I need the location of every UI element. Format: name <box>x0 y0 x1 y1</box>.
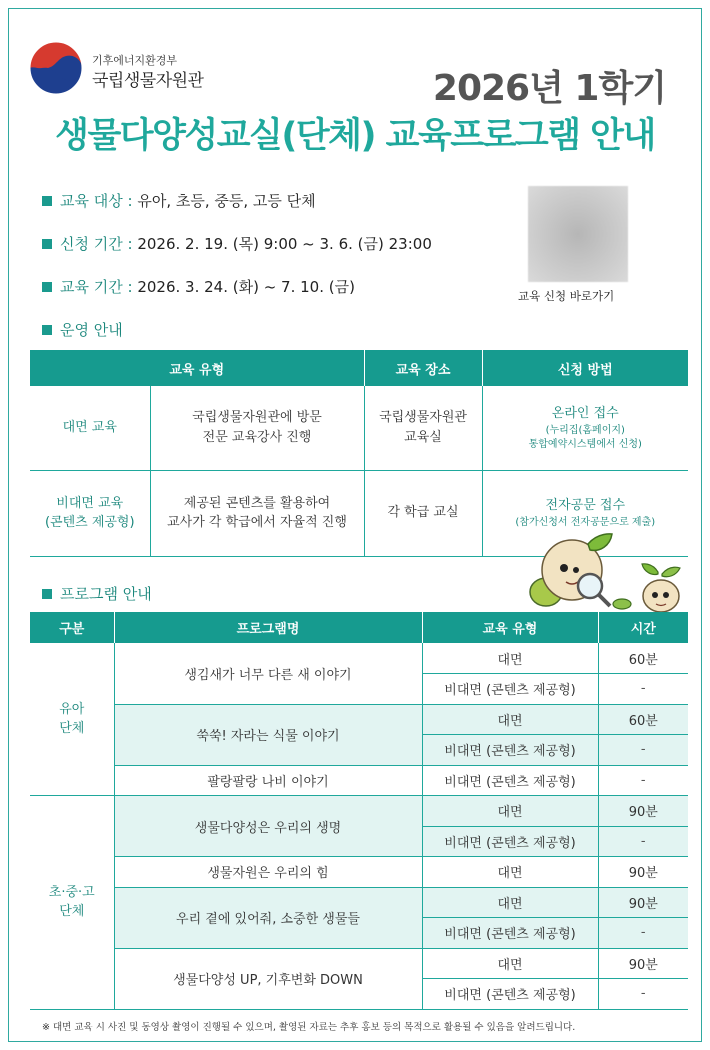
program-time-cell: 90분 <box>598 857 688 888</box>
program-header-type: 교육 유형 <box>422 612 598 643</box>
program-type-cell: 비대면 (콘텐츠 제공형) <box>422 979 598 1010</box>
program-time-cell: 60분 <box>598 704 688 735</box>
program-type-cell: 비대면 (콘텐츠 제공형) <box>422 765 598 796</box>
program-type-cell: 비대면 (콘텐츠 제공형) <box>422 826 598 857</box>
group-label-line: 초·중·고 <box>48 884 95 900</box>
sprout-mascot-icon <box>636 562 686 614</box>
ops-type-cell <box>30 470 150 556</box>
ops-desc-cell <box>150 386 364 470</box>
program-name-cell: 쑥쑥! 자라는 식물 이야기 <box>114 704 422 765</box>
group-label-line: 단체 <box>59 721 85 736</box>
program-type-cell: 대면 <box>422 887 598 918</box>
info-period-value: 2026. 3. 24. (화) ~ 7. 10. (금) <box>137 278 355 296</box>
program-type-cell: 대면 <box>422 857 598 888</box>
table-row <box>30 643 688 674</box>
seed-mascot-with-magnifier-icon <box>528 530 632 616</box>
table-row <box>30 796 688 827</box>
program-header-name: 프로그램명 <box>114 612 422 643</box>
ops-method-sub: (누리집(홈페이지) <box>545 424 625 436</box>
info-apply-label: 신청 기간 : <box>60 235 133 253</box>
info-target <box>42 190 316 211</box>
footnote: ※ 대면 교육 시 사진 및 동영상 촬영이 진행될 수 있으며, 촬영된 자료는 추후 홍보 등의 목적으로 활용될 수 있음을 알려드립니다. <box>42 1022 576 1033</box>
program-type-cell: 비대면 (콘텐츠 제공형) <box>422 674 598 705</box>
program-table <box>30 612 688 1010</box>
ops-section-heading <box>42 319 123 340</box>
ops-method-sub: (참가신청서 전자공문으로 제출) <box>515 516 656 528</box>
ops-desc-line: 제공된 콘텐츠를 활용하여 <box>183 495 331 511</box>
group-cell-school <box>30 796 114 1010</box>
bullet-square-icon <box>42 325 52 335</box>
program-time-cell: - <box>598 765 688 796</box>
ministry-name: 기후에너지환경부 <box>92 54 178 67</box>
ops-place-cell <box>364 386 482 470</box>
info-period-label: 교육 기간 : <box>60 278 133 296</box>
program-name-cell: 팔랑팔랑 나비 이야기 <box>114 765 422 796</box>
operations-table <box>30 350 688 557</box>
group-label-line: 유아 <box>59 701 85 717</box>
program-time-cell: 90분 <box>598 887 688 918</box>
table-row <box>30 887 688 918</box>
organization-name: 국립생물자원관 <box>92 71 204 91</box>
bullet-square-icon <box>42 196 52 206</box>
bullet-square-icon <box>42 589 52 599</box>
program-section-label: 프로그램 안내 <box>60 585 152 603</box>
program-time-cell: 60분 <box>598 643 688 674</box>
group-cell-preschool <box>30 643 114 796</box>
program-name-cell: 생김새가 너무 다른 새 이야기 <box>114 643 422 704</box>
ops-place-line: 교육실 <box>404 429 442 445</box>
table-row <box>30 386 688 470</box>
program-section-heading <box>42 583 152 604</box>
ops-header-place: 교육 장소 <box>364 350 482 386</box>
program-time-cell: 90분 <box>598 948 688 979</box>
ops-header-type: 교육 유형 <box>30 350 364 386</box>
group-label-line: 단체 <box>59 904 85 920</box>
ops-section-label: 운영 안내 <box>60 321 123 339</box>
program-time-cell: - <box>598 918 688 949</box>
ops-type-line: 비대면 교육 <box>56 495 124 511</box>
info-education-period <box>42 276 355 297</box>
info-apply-period <box>42 233 432 254</box>
qr-caption[interactable]: 교육 신청 바로가기 <box>518 289 615 303</box>
table-row <box>30 765 688 796</box>
ops-desc-line: 전문 교육강사 진행 <box>202 429 312 445</box>
ops-method-main: 온라인 접수 <box>551 406 619 421</box>
page-title: 생물다양성교실(단체) 교육프로그램 안내 <box>55 116 655 156</box>
ops-desc-line: 교사가 각 학급에서 자율적 진행 <box>167 515 347 530</box>
program-time-cell: - <box>598 826 688 857</box>
government-emblem-icon <box>28 40 84 96</box>
program-type-cell: 대면 <box>422 704 598 735</box>
ops-type-line: (콘텐츠 제공형) <box>44 515 135 530</box>
program-name-cell: 생물자원은 우리의 힘 <box>114 857 422 888</box>
ops-place-line: 국립생물자원관 <box>379 410 467 426</box>
program-type-cell: 대면 <box>422 796 598 827</box>
table-row <box>30 704 688 735</box>
table-row <box>30 857 688 888</box>
ops-type-cell: 대면 교육 <box>30 386 150 470</box>
ops-method-sub: 통합예약시스템에서 신청) <box>528 438 642 450</box>
program-name-cell: 생물다양성 UP, 기후변화 DOWN <box>114 948 422 1009</box>
ops-place-cell: 각 학급 교실 <box>364 470 482 556</box>
program-time-cell: - <box>598 674 688 705</box>
program-type-cell: 비대면 (콘텐츠 제공형) <box>422 735 598 766</box>
ops-method-cell <box>482 386 688 470</box>
program-type-cell: 대면 <box>422 643 598 674</box>
table-row <box>30 948 688 979</box>
program-name-cell: 우리 곁에 있어줘, 소중한 생물들 <box>114 887 422 948</box>
bullet-square-icon <box>42 239 52 249</box>
semester-heading: 2026년 1학기 <box>432 68 666 109</box>
info-apply-value: 2026. 2. 19. (목) 9:00 ~ 3. 6. (금) 23:00 <box>137 235 432 253</box>
program-header-time: 시간 <box>598 612 688 643</box>
qr-code-image[interactable] <box>528 186 628 282</box>
ops-method-main: 전자공문 접수 <box>545 498 625 514</box>
program-type-cell: 대면 <box>422 948 598 979</box>
program-time-cell: - <box>598 735 688 766</box>
ops-desc-cell <box>150 470 364 556</box>
info-target-value: 유아, 초등, 중등, 고등 단체 <box>137 192 316 210</box>
program-type-cell: 비대면 (콘텐츠 제공형) <box>422 918 598 949</box>
program-header-category: 구분 <box>30 612 114 643</box>
info-target-label: 교육 대상 : <box>60 192 133 210</box>
ops-desc-line: 국립생물자원관에 방문 <box>192 410 322 426</box>
program-time-cell: 90분 <box>598 796 688 827</box>
bullet-square-icon <box>42 282 52 292</box>
ops-header-method: 신청 방법 <box>482 350 688 386</box>
program-name-cell: 생물다양성은 우리의 생명 <box>114 796 422 857</box>
program-time-cell: - <box>598 979 688 1010</box>
